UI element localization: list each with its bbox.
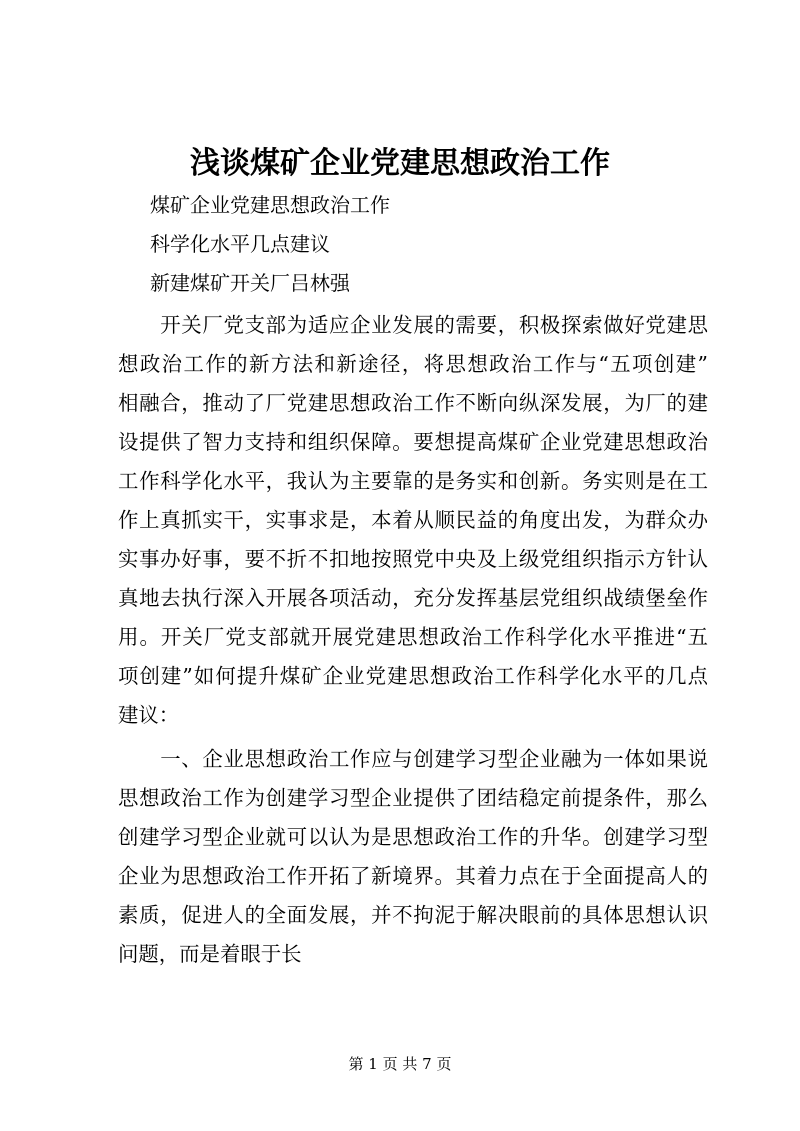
paragraph-line: 用。开关厂党支部就开展党建思想政治工作科学化水平推进“五 [118,625,708,649]
paragraph-2 [118,740,708,974]
subtitle-line-3: 新建煤矿开关厂吕林强 [150,271,350,295]
paragraph-line: 相融合，推动了厂党建思想政治工作不断向纵深发展，为厂的建 [118,391,708,415]
paragraph-line: 企业为思想政治工作开拓了新境界。其着力点在于全面提高人的 [118,864,708,888]
page-title: 浅谈煤矿企业党建思想政治工作 [190,146,610,181]
paragraph-1 [118,306,708,735]
paragraph-line: 素质，促进人的全面发展，并不拘泥于解决眼前的具体思想认识 [118,903,708,927]
paragraph-line: 开关厂党支部为适应企业发展的需要，积极探索做好党建思 [118,313,708,337]
paragraph-line: 问题，而是着眼于长 [118,942,302,966]
paragraph-line: 实事办好事，要不折不扣地按照党中央及上级党组织指示方针认 [118,547,708,571]
subtitle-line-1: 煤矿企业党建思想政治工作 [150,193,390,217]
paragraph-line: 项创建”如何提升煤矿企业党建思想政治工作科学化水平的几点 [118,664,708,688]
paragraph-line: 思想政治工作为创建学习型企业提供了团结稳定前提条件，那么 [118,786,708,810]
subtitle-line-2: 科学化水平几点建议 [150,232,330,256]
paragraph-line: 一、企业思想政治工作应与创建学习型企业融为一体如果说 [118,747,708,771]
paragraph-line: 真地去执行深入开展各项活动，充分发挥基层党组织战绩堡垒作 [118,586,708,610]
page-footer: 第 1 页 共 7 页 [348,1055,452,1073]
paragraph-line: 工作科学化水平，我认为主要靠的是务实和创新。务实则是在工 [118,469,708,493]
paragraph-line: 作上真抓实干，实事求是，本着从顺民益的角度出发，为群众办 [118,508,708,532]
paragraph-line: 设提供了智力支持和组织保障。要想提高煤矿企业党建思想政治 [118,430,708,454]
paragraph-line: 创建学习型企业就可以认为是思想政治工作的升华。创建学习型 [118,825,708,849]
paragraph-line: 想政治工作的新方法和新途径，将思想政治工作与“五项创建” [118,352,708,376]
paragraph-line: 建议： [118,703,180,727]
